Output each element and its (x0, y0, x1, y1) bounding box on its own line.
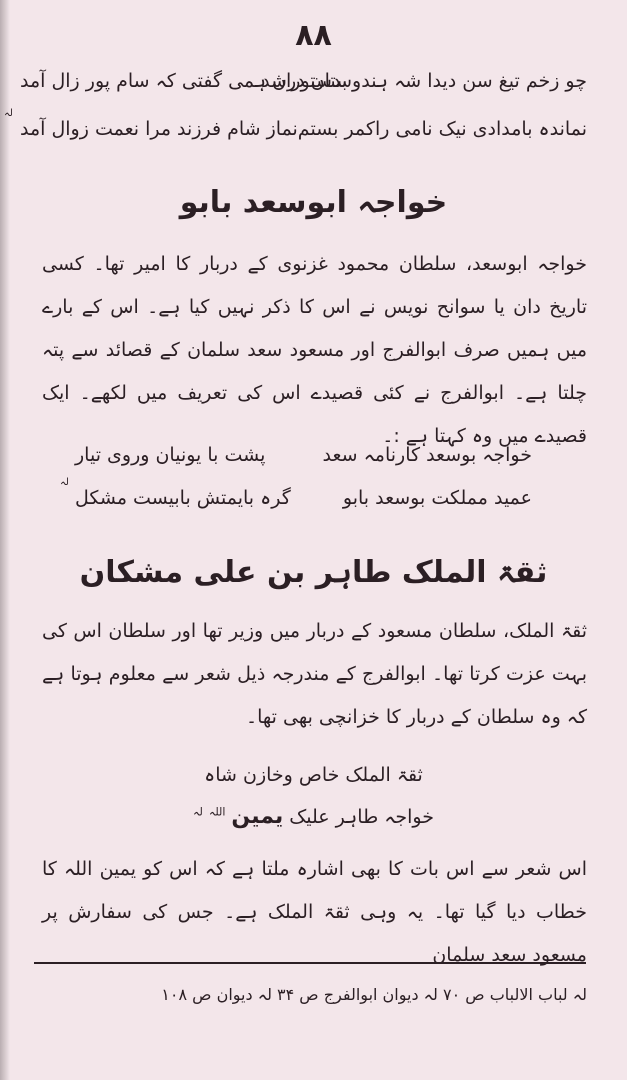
verse-line-2 (0, 804, 627, 829)
footnote-marker: لہ (193, 805, 203, 819)
verse-hemistich-right: خواجہ بوسعد کارنامہ سعد (322, 444, 532, 466)
section-heading-siqat-ul-mulk: ثقۃ الملک طاہر بن علی مشکان (79, 555, 548, 590)
verse-row-1 (0, 70, 627, 98)
page-edge-shadow (0, 0, 10, 1080)
page-number: ۸۸ (295, 18, 332, 53)
footnote-marker: لہ (4, 108, 13, 119)
verse-hemistich-left: نماز شام فرزند مرا نعمت زوال آمد (20, 118, 298, 140)
verse-row-3 (0, 444, 627, 472)
verse-hemistich-right: عمید مملکت بوسعد بابو (342, 487, 532, 509)
section-heading-abusaad: خواجہ ابوسعد بابو (179, 185, 448, 220)
verse-row-2 (0, 108, 627, 146)
verse-line-2-text: خواجہ طاہر علیک (289, 806, 434, 828)
verse-line-1: ثقۃ الملک خاص وخازن شاہ (204, 764, 423, 786)
verse-row-4 (0, 477, 627, 515)
verse-hemistich-right: چو زخم تیغ سن دیدا شہ ہندوستان درشد (261, 70, 587, 92)
paragraph-yameen-ullah: اس شعر سے اس بات کا بھی اشارہ ملتا ہے کہ اس کو یمین اللہ کا خطاب دیا گیا تھا۔ یہ وہی ثقۃ الملک ہے۔ جس کی سفارش پر مسعود سعد سلمان (42, 858, 587, 966)
footnotes: لہ لباب الالباب ص ۷۰ لہ دیوان ابوالفرج ص ۳۴ لہ دیوان ص ۱۰۸ (161, 985, 587, 1004)
verse-hemistich-right: نماندہ بامدادی نیک نامی راکمر بستم (297, 118, 587, 140)
verse-line-2-honorific: اللہ (208, 805, 226, 819)
footnote-marker: لہ (60, 477, 69, 488)
verse-line-2-emphasis: یمین (231, 804, 284, 829)
paragraph-abusaad: خواجہ ابوسعد، سلطان محمود غزنوی کے دربار کا امیر تھا۔ کسی تاریخ دان یا سوانح نویس نے اس کا ذکر نہیں کیا ہے۔ اس کے بارے میں ہمیں صرف ابوالفرج اور مسعود سعد سلمان کے قصائد سے پتہ چلتا ہے۔ ابوالفرج نے کئی قصیدے اس کی تعریف میں لکھے۔ ایک قصیدے میں وہ کہتا ہے :۔ (42, 253, 587, 447)
verse-hemistich-left: بدستوران ہمی گفتی کہ سام پور زال آمد (20, 70, 348, 92)
paragraph-siqat-ul-mulk: ثقۃ الملک، سلطان مسعود کے دربار میں وزیر تھا اور سلطان اس کی بہت عزت کرتا تھا۔ ابوالفرج کے مندرجہ ذیل شعر سے معلوم ہوتا ہے کہ وہ سلطان کے دربار کا خزانچی بھی تھا۔ (42, 620, 587, 728)
footnote-divider (34, 962, 586, 964)
verse-hemistich-left: گرہ بایمتش بابیست مشکل (75, 487, 291, 509)
verse-hemistich-left: پشت با یونیان وروی تیار (75, 444, 266, 466)
